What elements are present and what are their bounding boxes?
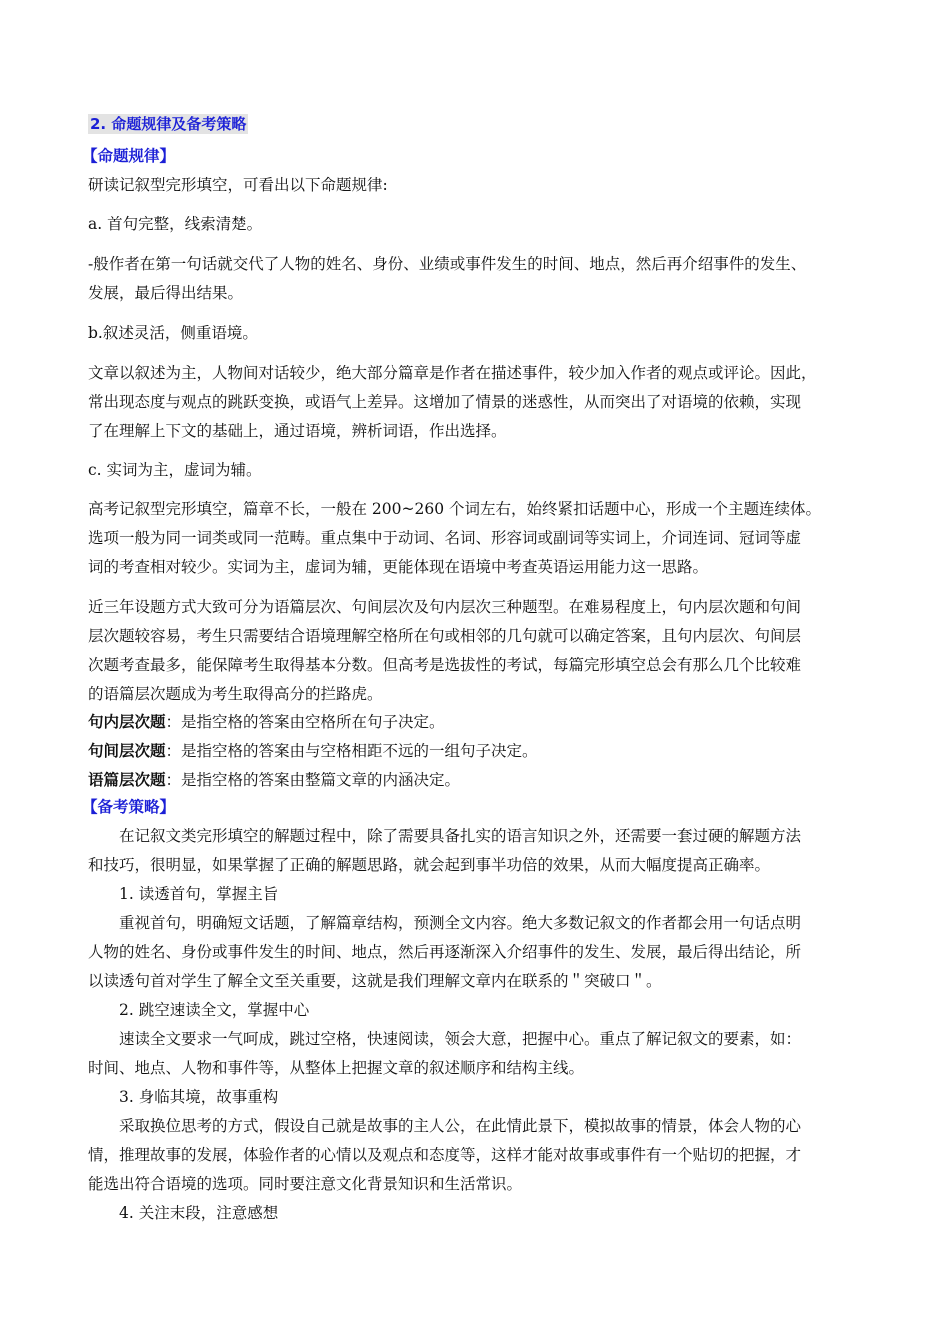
levels-text: 层次题较容易，考生只需要结合语境理解空格所在句或相邻的几句就可以确定答案，且句内层次、句间层 bbox=[88, 627, 802, 645]
def-sentence-level: 句内层次题：是指空格的答案由空格所在句子决定。 bbox=[88, 713, 445, 731]
rule-c-text: 高考记叙型完形填空，篇章不长，一般在 200~260 个词左右，始终紧扣话题中心，形成一个主题连续体。 bbox=[88, 500, 822, 518]
strategy-3-text: 采取换位思考的方式，假设自己就是故事的主人公，在此情此景下，模拟故事的情景，体会人物的心 bbox=[119, 1117, 802, 1135]
strategy-3-title: 3. 身临其境，故事重构 bbox=[119, 1088, 279, 1106]
rule-b-text: 文章以叙述为主，人物间对话较少，绝大部分篇章是作者在描述事件，较少加入作者的观点或评论。因此， bbox=[88, 364, 817, 382]
strategy-1-text: 重视首句，明确短文话题，了解篇章结构，预测全文内容。绝大多数记叙文的作者都会用一句话点明 bbox=[119, 914, 802, 932]
rule-b-text: 了在理解上下文的基础上，通过语境，辨析词语，作出选择。 bbox=[88, 422, 507, 440]
strategy-1-text: 人物的姓名、身份或事件发生的时间、地点，然后再逐渐深入介绍事件的发生、发展，最后得出结论，所 bbox=[88, 943, 802, 961]
strategy-3-text: 能选出符合语境的选项。同时要注意文化背景知识和生活常识。 bbox=[88, 1175, 523, 1193]
strategy-intro: 和技巧，很明显，如果掌握了正确的解题思路，就会起到事半功倍的效果，从而大幅度提高正确率。 bbox=[88, 856, 771, 874]
strategy-2-text: 时间、地点、人物和事件等，从整体上把握文章的叙述顺序和结构主线。 bbox=[88, 1059, 585, 1077]
strategy-intro: 在记叙文类完形填空的解题过程中，除了需要具备扎实的语言知识之外，还需要一套过硬的解题方法 bbox=[119, 827, 802, 845]
strategy-2-title: 2. 跳空速读全文，掌握中心 bbox=[119, 1001, 310, 1019]
section-title-line bbox=[88, 114, 878, 134]
levels-text: 的语篇层次题成为考生取得高分的拦路虎。 bbox=[88, 685, 383, 703]
rules-heading: 【命题规律】 bbox=[82, 147, 176, 165]
rule-a-title: a. 首句完整，线索清楚。 bbox=[88, 215, 263, 233]
strategy-1-text: 以读透句首对学生了解全文至关重要，这就是我们理解文章内在联系的＂突破口＂。 bbox=[88, 972, 662, 990]
rule-c-text: 词的考查相对较少。实词为主，虚词为辅，更能体现在语境中考查英语运用能力这一思路。 bbox=[88, 558, 709, 576]
rule-b-text: 常出现态度与观点的跳跃变换，或语气上差异。这增加了情景的迷惑性，从而突出了对语境的依赖，实现 bbox=[88, 393, 802, 411]
rules-intro: 研读记叙型完形填空，可看出以下命题规律: bbox=[88, 176, 388, 194]
section-title: 2. 命题规律及备考策略 bbox=[90, 115, 247, 133]
rule-c-text: 选项一般为同一词类或同一范畴。重点集中于动词、名词、形容词或副词等实词上，介词连词、冠词等虚 bbox=[88, 529, 802, 547]
strategy-4-title: 4. 关注末段，注意感想 bbox=[119, 1204, 279, 1222]
def-discourse-level: 语篇层次题：是指空格的答案由整篇文章的内涵决定。 bbox=[88, 771, 461, 789]
strategy-2-text: 速读全文要求一气呵成，跳过空格，快速阅读，领会大意，把握中心。重点了解记叙文的要素，如： bbox=[119, 1030, 802, 1048]
def-intersentence-level: 句间层次题：是指空格的答案由与空格相距不远的一组句子决定。 bbox=[88, 742, 538, 760]
rule-a-text: 发展，最后得出结果。 bbox=[88, 284, 244, 302]
levels-text: 近三年设题方式大致可分为语篇层次、句间层次及句内层次三种题型。在难易程度上，句内层次题和句间 bbox=[88, 598, 802, 616]
rule-b-title: b.叙述灵活，侧重语境。 bbox=[88, 324, 258, 342]
levels-text: 次题考查最多，能保障考生取得基本分数。但高考是选拔性的考试，每篇完形填空总会有那么几个比较难 bbox=[88, 656, 802, 674]
rule-a-text: -般作者在第一句话就交代了人物的姓名、身份、业绩或事件发生的时间、地点，然后再介绍事件的发生、 bbox=[88, 255, 807, 273]
strategy-heading: 【备考策略】 bbox=[82, 798, 176, 816]
strategy-3-text: 情，推理故事的发展，体验作者的心情以及观点和态度等，这样才能对故事或事件有一个贴切的把握，才 bbox=[88, 1146, 802, 1164]
strategy-1-title: 1. 读透首句，掌握主旨 bbox=[119, 885, 279, 903]
rule-c-title: c. 实词为主，虚词为辅。 bbox=[88, 461, 262, 479]
